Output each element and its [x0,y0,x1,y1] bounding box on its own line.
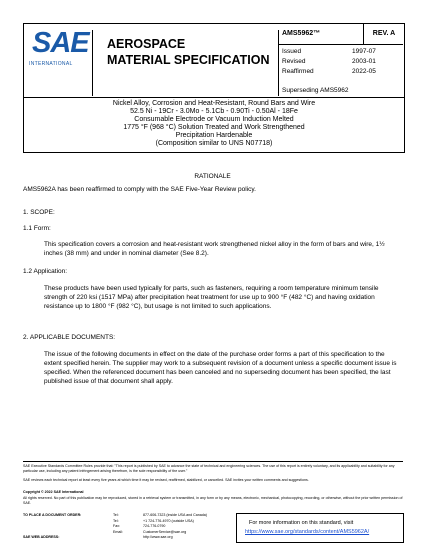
logo-subtext: INTERNATIONAL [29,61,73,67]
date-label: Issued [282,48,302,55]
section-1-1-text: This specification covers a corrosion and heat-resistant work strengthened nickel alloy in the form of bars and wire, 1½ inches (38 mm) and under in nominal diameter (See 8.2). [44,241,385,257]
contact-label: TO PLACE A DOCUMENT ORDER: [23,513,82,517]
footer-divider [23,461,403,462]
rationale-heading: RATIONALE [194,173,231,180]
title-block-line: 1775 °F (968 °C) Solution Treated and Work Strengthened [123,124,305,131]
material-title-block [23,96,405,153]
section-1-2-heading: 1.2 Application: [23,268,68,275]
sae-logo [26,27,89,72]
contact-key: Email: [113,529,123,534]
sae-web-link[interactable]: http://www.sae.org [143,535,173,539]
section-1-1-heading: 1.1 Form: [23,225,51,232]
footer-review-text: SAE reviews each technical report at least every five years at which time it may be revised, reaffirmed, stabilized, or cancelled. SAE invites your written comments and suggestions. [23,478,309,482]
footer-copyright: Copyright © 2022 SAE International [23,490,84,494]
revision-label: REV. A [363,24,404,44]
logo-text: SAE [32,27,89,59]
footer-rules-text: SAE Executive Standards Committee Rules provide that: "This report is published by SAE to advance the state of technical and engineering sciences. The use of this report is entirely voluntary, and its applicability and suitability for any particular use, including any patent infringement arising therefrom, is the sole responsibility of the user." [23,464,395,473]
title-block-line: Precipitation Hardenable [175,132,253,139]
title-block-line: Nickel Alloy, Corrosion and Heat-Resistant, Round Bars and Wire [112,100,316,107]
date-value: 2003-01 [352,58,376,65]
contact-value: 724-776-0790 [143,524,166,528]
spec-header [23,23,405,98]
section-2-text: The issue of the following documents in effect on the date of the purchase order forms a part of this specification to the extent specified herein. The supplier may work to a subsequent revision of a document unless a specific document issue is specified. When the referenced document has been canceled and no superseding document has been specified, the last published issue of that document shall apply. [44,351,397,385]
date-label: Reaffirmed [282,68,314,75]
document-id: AMS5962™ [282,30,321,37]
title-line-1: AEROSPACE [107,37,186,51]
date-value: 1997-07 [352,48,376,55]
more-info-box [236,513,404,543]
contact-label: SAE WEB ADDRESS: [23,535,60,539]
superseding-note: Superseding AMS5962 [282,87,349,94]
contact-key: Tel: [113,513,119,517]
contact-value: +1 724-776-4970 (outside USA) [143,518,194,523]
footer-rights-text: All rights reserved. No part of this publication may be reproduced, stored in a retrieval system or transmitted, in any form or by any means, electronic, mechanical, photocopying, recording, or otherwise, without the prior written permission of SAE. [23,496,403,505]
title-block-line: (Composition similar to UNS N07718) [155,140,273,147]
title-block-line: 52.5 Ni - 19Cr - 3.0Mo - 5.1Cb - 0.90Ti - 0.50Al - 18Fe [130,108,298,115]
section-1-2-text: These products have been used typically for parts, such as fasteners, requiring a room temperature minimum tensile strength of 220 ksi (1517 MPa) after precipitation heat treatment for use up to 900 °F (482 °C) and having oxidation resistance up to 1800 °F (982 °C), but usage is not limited to such applications. [44,285,379,310]
contact-email-link[interactable]: CustomerService@sae.org [143,529,187,534]
contact-value: 877-606-7323 (inside USA and Canada) [143,513,207,517]
standard-link[interactable]: https://www.sae.org/standards/content/AMS5962A/ [245,529,370,535]
contact-key: Fax: [113,524,120,528]
date-value: 2022-05 [352,68,376,75]
date-label: Revised [282,58,306,65]
title-block-line: Consumable Electrode or Vacuum Induction Melted [134,116,294,123]
contact-row [23,535,233,541]
section-1-heading: 1. SCOPE: [23,209,55,216]
title-line-2: MATERIAL SPECIFICATION [107,53,270,67]
document-id-box [278,24,403,45]
spec-type-title [92,30,279,96]
contact-key: Tel: [113,518,119,523]
more-info-text: For more information on this standard, visit [249,520,354,526]
rationale-text: AMS5962A has been reaffirmed to comply with the SAE Five-Year Review policy. [23,186,256,193]
section-2-heading: 2. APPLICABLE DOCUMENTS: [23,334,116,341]
